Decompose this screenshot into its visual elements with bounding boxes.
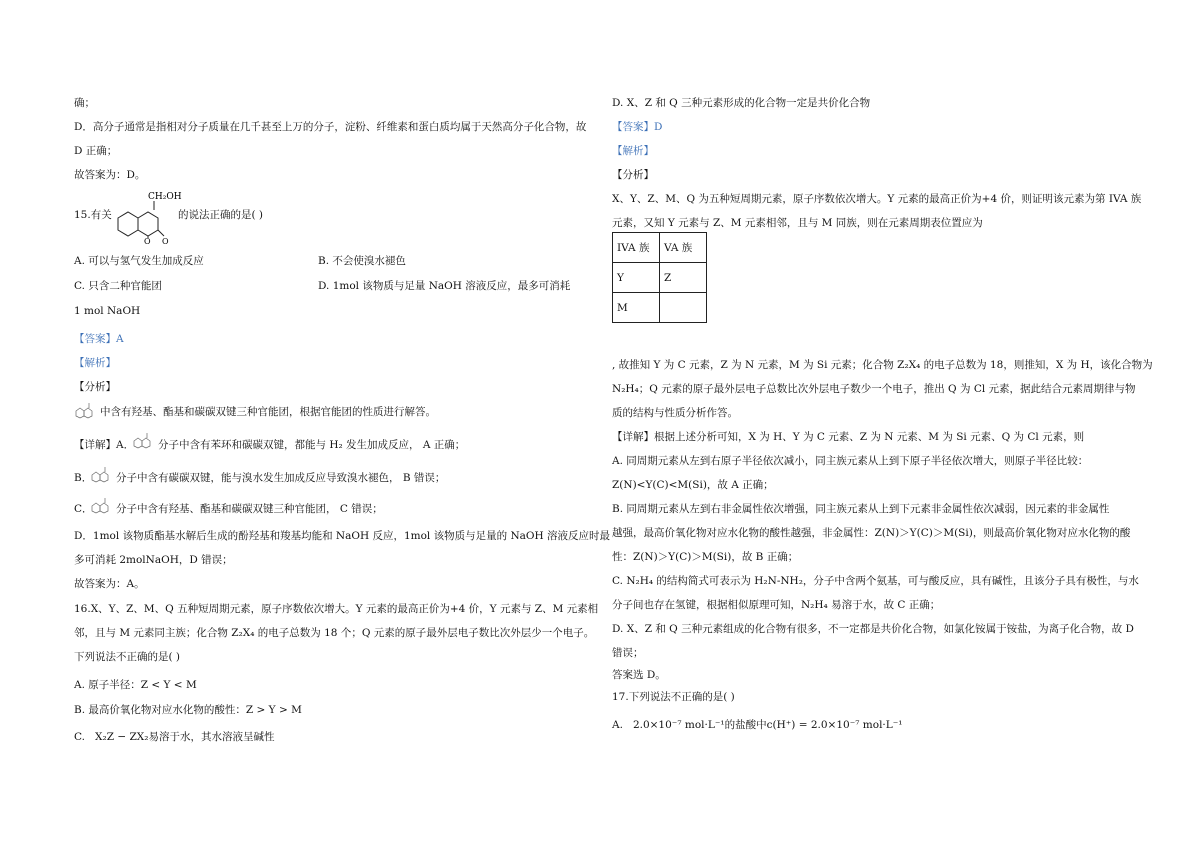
detail-d-cont: 多可消耗 2molNaOH，D 错误； <box>74 554 233 566</box>
answer-label: 【答案】D <box>612 121 663 133</box>
answer-label: 【答案】A <box>74 333 124 345</box>
option-d: D. X、Z 和 Q 三种元素形成的化合物一定是共价化合物 <box>612 97 871 109</box>
option-c: C. 只含二种官能团 <box>74 280 162 292</box>
detail-text: D. X、Z 和 Q 三种元素组成的化合物有很多，不一定都是共价化合物，如氯化铵属于铵盐，为离子化合物，故 D <box>612 623 1134 635</box>
detail-b-text: 分子中含有碳碳双键，能与溴水发生加成反应导致溴水褪色， B 错误； <box>116 472 446 484</box>
coumarin-structure-icon <box>108 188 182 246</box>
table-cell: M <box>613 293 660 323</box>
math-expr: Z > Y > M <box>245 704 302 716</box>
table-cell: VA 族 <box>660 233 707 263</box>
detail-a: 【详解】A． <box>74 439 135 451</box>
question-17: 17.下列说法不正确的是( ) <box>612 691 735 703</box>
conclusion: 答案选 D。 <box>612 669 666 681</box>
option-c: C. X₂Z − ZX₂易溶于水，其水溶液呈碱性 <box>74 731 275 743</box>
analysis-label: 【解析】 <box>74 357 116 369</box>
question-16-cont: 邻，且与 M 元素同主族；化合物 Z₂X₄ 的电子总数为 18 个；Q 元素的原子最外层电子数比次外层少一个电子。 <box>74 627 595 639</box>
detail-text: A. 同周期元素从左到右原子半径依次减小，同主族元素从上到下原子半径依次增大，则原子半径比较： <box>612 455 1089 467</box>
math-expr: 2.0×10⁻⁷ mol·L⁻¹ <box>632 719 725 731</box>
detail-a-text: 分子中含有苯环和碳碳双键，都能与 H₂ 发生加成反应， A 正确； <box>158 439 466 451</box>
analysis-text: , 故推知 Y 为 C 元素，Z 为 N 元素，M 为 Si 元素；化合物 Z₂X₄ 的电子总数为 18，则推知，X 为 H，该化合物为 <box>612 359 1153 371</box>
analysis-text: 质的结构与性质分析作答。 <box>612 407 738 419</box>
text-line: D 正确； <box>74 145 118 157</box>
question-15-suffix: 的说法正确的是( ) <box>178 209 264 221</box>
conclusion: 故答案为：A。 <box>74 578 145 590</box>
question-16-prompt: 下列说法不正确的是( ) <box>74 651 181 663</box>
table-cell <box>660 293 707 323</box>
detail-c-prefix: C． <box>74 503 93 515</box>
detail-text: 性：Z(N)＞Y(C)＞M(Si)，故 B 正确； <box>612 551 799 563</box>
text-line: 故答案为：D。 <box>74 169 146 181</box>
option-a: A. 可以与氢气发生加成反应 <box>74 255 204 267</box>
text-line: 确； <box>74 97 95 109</box>
math-expr: Z < Y < M <box>140 679 197 691</box>
fenxi-label: 【分析】 <box>612 169 654 181</box>
analysis-label: 【解析】 <box>612 145 654 157</box>
detail-text: 分子间也存在氢键，根据相似原理可知，N₂H₄ 易溶于水，故 C 正确； <box>612 599 941 611</box>
option-a: A. 2.0×10⁻⁷ mol·L⁻¹的盐酸中c(H⁺) = 2.0×10⁻⁷ mol·L⁻¹ <box>612 719 903 731</box>
question-16: 16.X、Y、Z、M、Q 五种短周期元素，原子序数依次增大。Y 元素的最高正价为+4 价，Y 元素与 Z、M 元素相 <box>74 603 599 615</box>
table-cell: Z <box>660 263 707 293</box>
small-structure-icon <box>90 466 114 484</box>
fenxi-label: 【分析】 <box>74 381 116 393</box>
detail-c-text: 分子中含有羟基、酯基和碳碳双键三种官能团， C 错误； <box>116 503 383 515</box>
detail-d: D．1mol 该物质酯基水解后生成的酚羟基和羧基均能和 NaOH 反应，1mol 该物质与足量的 NaOH 溶液反应时最 <box>74 530 611 542</box>
detail-b-prefix: B． <box>74 472 93 484</box>
small-structure-icon <box>74 402 98 420</box>
option-b: B. 最高价氧化物对应水化物的酸性：Z > Y > M <box>74 704 302 716</box>
option-b: B. 不会使溴水褪色 <box>318 255 406 267</box>
option-d-cont: 1 mol NaOH <box>74 305 141 317</box>
math-expr: c(H⁺) = 2.0×10⁻⁷ mol·L⁻¹ <box>766 719 903 731</box>
table-cell: IVA 族 <box>613 233 660 263</box>
detail-text: 错误； <box>612 647 644 659</box>
text-line: D．高分子通常是指相对分子质量在几千甚至上万的分子，淀粉、纤维素和蛋白质均属于天然高分子化合物，故 <box>74 121 587 133</box>
math-expr: X₂Z − ZX₂ <box>95 731 149 743</box>
svg-text:O: O <box>162 237 169 246</box>
detail-text: 【详解】根据上述分析可知，X 为 H、Y 为 C 元素、Z 为 N 元素、M 为 Si 元素、Q 为 Cl 元素，则 <box>612 431 1085 443</box>
svg-text:O: O <box>144 237 151 246</box>
option-d: D. 1mol 该物质与足量 NaOH 溶液反应，最多可消耗 <box>318 280 571 292</box>
detail-text: C. N₂H₄ 的结构简式可表示为 H₂N-NH₂，分子中含两个氨基，可与酸反应，具有碱性，且该分子具有极性，与水 <box>612 575 1139 587</box>
analysis-text: X、Y、Z、M、Q 为五种短周期元素，原子序数依次增大。Y 元素的最高正价为+4 价，则证明该元素为第 IVA 族 <box>612 193 1142 205</box>
analysis-text: N₂H₄；Q 元素的原子最外层电子总数比次外层电子数少一个电子，推出 Q 为 Cl 元素，据此结合元素周期律与物 <box>612 383 1136 395</box>
detail-text: B. 同周期元素从左到右非金属性依次增强，同主族元素从上到下元素非金属性依次减弱，因元素的非金属性 <box>612 503 1110 515</box>
detail-text: Z(N)<Y(C)<M(Si)，故 A 正确； <box>612 479 774 491</box>
structure-group-label: CH₂OH <box>148 192 182 202</box>
small-structure-icon <box>90 497 114 515</box>
small-structure-icon <box>132 432 156 450</box>
option-a: A. 原子半径：Z < Y < M <box>74 679 197 691</box>
question-15-prefix: 15.有关 <box>74 209 112 221</box>
analysis-text: 中含有羟基、酯基和碳碳双键三种官能团，根据官能团的性质进行解答。 <box>100 406 436 418</box>
table-cell: Y <box>613 263 660 293</box>
detail-text: 越强，最高价氧化物对应水化物的酸性越强，非金属性：Z(N)＞Y(C)＞M(Si)，则最高价氧化物对应水化物的酸 <box>612 527 1131 539</box>
question-15 <box>74 208 112 222</box>
periodic-table-fragment <box>612 232 707 323</box>
analysis-text: 元素，又知 Y 元素与 Z、M 元素相邻，且与 M 同族，则在元素周期表位置应为 <box>612 217 983 229</box>
